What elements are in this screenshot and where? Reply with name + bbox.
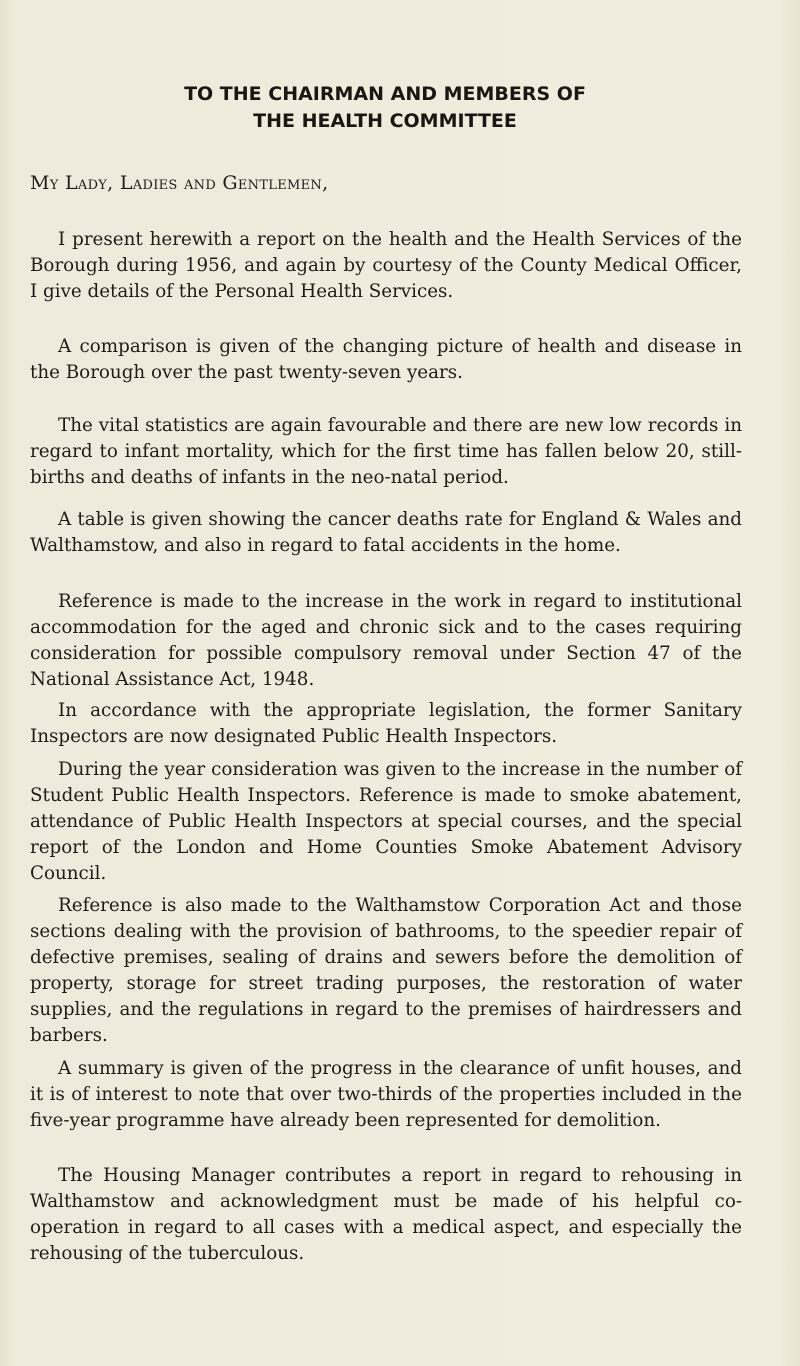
paragraph-cancer-deaths: A table is given showing the cancer deaths rate for England & Wales and Walthamstow, and also in regard to fatal accidents in the home.: [30, 509, 742, 556]
paragraph-student-inspectors: During the year consideration was given to the increase in the number of Student Public Health Inspectors. Reference is made to smoke abatement, attendance of Public Health Inspectors at special courses, and the special report of the London and Home Counties Smoke Abatement Advisory Council.: [30, 759, 742, 884]
paragraph-institutional-accommodation: Reference is made to the increase in the work in regard to institutional accommodation for the aged and chronic sick and to the cases requiring consideration for possible compulsory removal under Section 47 of the National Assistance Act, 1948.: [30, 591, 742, 690]
paragraph-unfit-houses: A summary is given of the progress in the clearance of unfit houses, and it is of interest to note that over two-thirds of the properties included in the five-year programme have already been represented for demolition.: [30, 1058, 742, 1131]
paragraph-corporation-act: Reference is also made to the Walthamstow Corporation Act and those sections dealing with the provision of bathrooms, to the speedier repair of defective premises, sealing of drains and sewers before the demolition of property, storage for street trading purposes, the restoration of water supplies, and the regulations in regard to the premises of hairdressers and barbers.: [30, 895, 742, 1046]
salutation-text: My Lady, Ladies and Gentlemen,: [30, 172, 329, 194]
paragraph-housing-manager: The Housing Manager contributes a report in regard to rehousing in Walthamstow and acknowledgment must be made of his helpful co-operation in regard to all cases with a medical aspect, and especially the rehousing of the tuberculous.: [30, 1165, 742, 1264]
paragraph-inspectors-designation: In accordance with the appropriate legislation, the former Sanitary Inspectors are now designated Public Health Inspectors.: [30, 700, 742, 747]
paragraph-vital-statistics: The vital statistics are again favourable and there are new low records in regard to infant mortality, which for the first time has fallen below 20, still-births and deaths of infants in the neo-natal period.: [30, 415, 742, 488]
paragraph-comparison: A comparison is given of the changing picture of health and disease in the Borough over the past twenty-seven years.: [30, 336, 742, 383]
salutation: [30, 172, 328, 194]
document-title-line-2: THE HEALTH COMMITTEE: [253, 110, 517, 132]
document-title-line-1: TO THE CHAIRMAN AND MEMBERS OF: [184, 83, 586, 105]
paragraph-intro: I present herewith a report on the health and the Health Services of the Borough during 1956, and again by courtesy of the County Medical Officer, I give details of the Personal Health Services.: [30, 229, 742, 302]
